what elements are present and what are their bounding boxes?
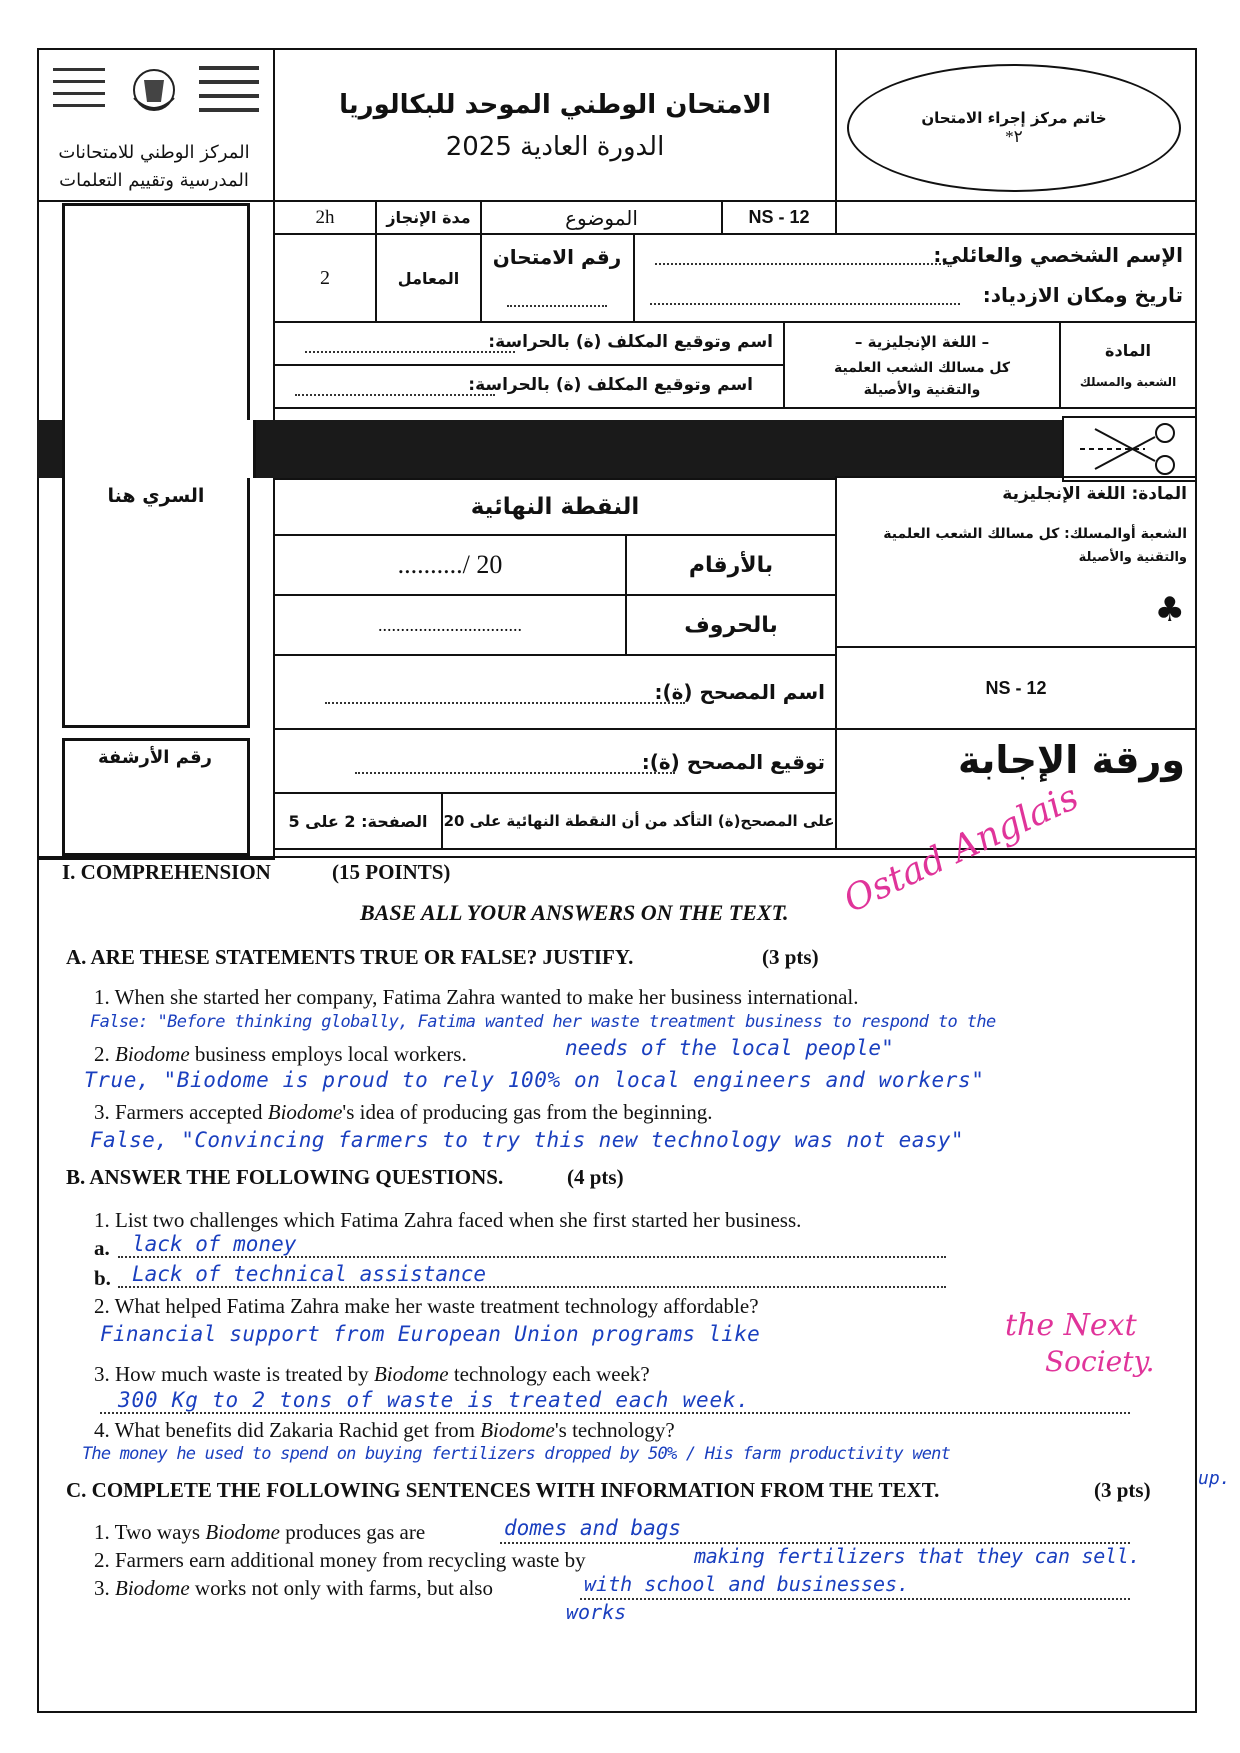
exam-number-field[interactable]: [507, 305, 607, 307]
watermark-text: Ostad Anglais: [837, 776, 1085, 921]
answer-b2-pink-2: Society.: [1045, 1345, 1155, 1378]
ministry-logo-box: [37, 48, 275, 202]
proctor-1-row: [273, 321, 785, 366]
question-b1: 1. List two challenges which Fatima Zahra faced when she first started her business.: [94, 1208, 802, 1232]
subject-box: [783, 321, 1061, 409]
section-b-points: (4 pts): [567, 1165, 624, 1189]
coefficient-value: 2: [273, 233, 377, 323]
answer-a1-line2[interactable]: needs of the local people": [565, 1036, 894, 1060]
answer-c3-extra: works: [566, 1600, 627, 1624]
full-name-label: الإسم الشخصي والعائلي:: [933, 243, 1183, 267]
question-b3-pre: 3. How much waste is treated by: [94, 1362, 369, 1386]
stamp-label: خاتم مركز إجراء الامتحان: [921, 109, 1107, 127]
birth-label: تاريخ ومكان الازدياد:: [982, 283, 1183, 307]
answer-b1b-line: [118, 1286, 946, 1288]
code-repeat: NS - 12: [835, 646, 1197, 730]
answer-b1b-label: b.: [94, 1266, 111, 1290]
section-a-title: A. ARE THESE STATEMENTS TRUE OR FALSE? JUSTIFY.: [66, 945, 634, 969]
answer-b1a[interactable]: lack of money: [132, 1232, 297, 1256]
branch-line1: الشعبة أوالمسلك: كل مسالك الشعب العلمية: [883, 526, 1187, 542]
birth-field[interactable]: [650, 303, 960, 305]
answer-a2[interactable]: True, "Biodome is proud to rely 100% on local engineers and workers": [84, 1068, 985, 1092]
grade-check-note: على المصحح(ة) التأكد من أن النقطة النهائية على 20: [441, 792, 837, 850]
corrector-signature-label: توقيع المصحح (ة):: [641, 750, 825, 774]
answer-c1[interactable]: domes and bags: [504, 1516, 682, 1540]
answer-b4[interactable]: The money he used to spend on buying fertilizers dropped by 50% / His farm productivity went: [82, 1444, 951, 1464]
question-b2: 2. What helped Fatima Zahra make her waste treatment technology affordable?: [94, 1294, 759, 1318]
question-a3-pre: 3. Farmers accepted: [94, 1100, 263, 1124]
answer-a1-line1[interactable]: False: "Before thinking globally, Fatima wanted her waste treatment business to respond to the: [90, 1012, 996, 1032]
exam-title: الامتحان الوطني الموحد للبكالوريا: [339, 90, 771, 120]
corrector-name-field[interactable]: [325, 702, 685, 704]
sentence-c2: 2. Farmers earn additional money from recycling waste by: [94, 1548, 586, 1572]
secret-code-overlay: [62, 420, 256, 478]
answer-c3-line: [580, 1598, 1130, 1600]
question-a2: [94, 1042, 467, 1067]
answer-b1b[interactable]: Lack of technical assistance: [132, 1262, 487, 1286]
page-number: الصفحة: 2 على 5: [273, 792, 443, 850]
answer-c3[interactable]: with school and businesses.: [584, 1572, 910, 1596]
question-a2-rest: business employs local workers.: [194, 1042, 467, 1066]
question-b3-italic: Biodome: [373, 1362, 449, 1386]
proctor-2-field[interactable]: [295, 394, 495, 396]
answer-b2[interactable]: Financial support from European Union programs like: [100, 1322, 761, 1346]
candidate-info-box: [633, 233, 1197, 323]
question-a3-italic: Biodome: [267, 1100, 343, 1124]
question-a3: [94, 1100, 712, 1125]
exam-center-stamp: [847, 64, 1181, 192]
matter-label: المادة: [1105, 341, 1151, 360]
ministry-emblem-icon: [49, 58, 265, 128]
exam-title-box: [273, 48, 837, 202]
sentence-c1-rest: produces gas are: [285, 1520, 426, 1544]
answer-b4-cont: up.: [1198, 1468, 1231, 1489]
answer-sheet-title: ورقة الإجابة: [958, 738, 1185, 782]
matter-info-box: [835, 476, 1197, 648]
corrector-name-row: [273, 654, 837, 730]
duration-label: مدة الإنجاز: [375, 200, 482, 235]
section-b-title: B. ANSWER THE FOLLOWING QUESTIONS.: [66, 1165, 504, 1189]
stamp-box: [835, 48, 1197, 202]
exam-number-box[interactable]: [480, 233, 635, 323]
stamp-mark: *٢: [1005, 127, 1023, 146]
answer-b2-pink-1: the Next: [1005, 1308, 1137, 1343]
archive-number-box[interactable]: [62, 738, 250, 856]
duration-value: 2h: [273, 200, 377, 235]
sticker-instruction: السري هنا: [107, 484, 205, 507]
answer-b1a-label: a.: [94, 1236, 110, 1260]
center-name-line2: المدرسية وتقييم التعلمات: [59, 170, 249, 191]
comprehension-title: I. COMPREHENSION: [62, 860, 271, 884]
answer-b3[interactable]: 300 Kg to 2 tons of waste is treated each week.: [118, 1388, 750, 1412]
exam-number-label: رقم الامتحان: [492, 245, 622, 269]
sentence-c1-italic: Biodome: [205, 1520, 280, 1544]
coefficient-label: المعامل: [375, 233, 482, 323]
subject-label: الموضوع: [480, 200, 723, 235]
section-c-title: C. COMPLETE THE FOLLOWING SENTENCES WITH INFORMATION FROM THE TEXT.: [66, 1478, 940, 1502]
proctor-1-label: اسم وتوقيع المكلف (ة) بالحراسة:: [488, 332, 773, 352]
comprehension-points: (15 POINTS): [332, 860, 451, 884]
sentence-c3-italic: Biodome: [115, 1576, 190, 1600]
comprehension-instruction: BASE ALL YOUR ANSWERS ON THE TEXT.: [360, 900, 789, 925]
full-name-field[interactable]: [655, 263, 945, 265]
section-a-points: (3 pts): [762, 945, 819, 969]
answer-b3-line: [100, 1412, 1130, 1414]
sentence-c1-num: 1. Two ways: [94, 1520, 201, 1544]
answer-b1a-line: [118, 1256, 946, 1258]
matter-box: [1059, 321, 1197, 409]
grade-digits-field[interactable]: ........../ 20: [273, 534, 627, 596]
question-a2-italic: Biodome: [115, 1042, 190, 1066]
archive-label: رقم الأرشفة: [97, 747, 213, 768]
sentence-c3: [94, 1576, 493, 1601]
corrector-signature-field[interactable]: [355, 772, 675, 774]
sentence-c3-rest: works not only with farms, but also: [194, 1576, 493, 1600]
section-c-points: (3 pts): [1094, 1478, 1151, 1502]
exam-session: الدورة العادية 2025: [445, 132, 665, 162]
question-b4: [94, 1418, 675, 1443]
question-b4-pre: 4. What benefits did Zakaria Rachid get from: [94, 1418, 475, 1442]
scissors-icon: [1062, 416, 1197, 482]
branch-line2: والتقنية والأصيلة: [1078, 550, 1187, 565]
answer-a3[interactable]: False, "Convincing farmers to try this new technology was not easy": [90, 1128, 964, 1152]
club-icon: ♣: [1154, 590, 1185, 630]
answer-c2[interactable]: making fertilizers that they can sell.: [694, 1544, 1141, 1568]
question-a2-num: 2.: [94, 1042, 110, 1066]
proctor-1-field[interactable]: [305, 351, 515, 353]
grade-letters-label: بالحروف: [625, 594, 837, 656]
final-grade-label: النقطة النهائية: [273, 478, 837, 536]
center-name-line1: المركز الوطني للامتحانات: [58, 142, 250, 163]
question-a1: 1. When she started her company, Fatima Zahra wanted to make her business international.: [94, 985, 859, 1009]
grade-digits-label: بالأرقام: [625, 534, 837, 596]
question-a3-rest: 's idea of producing gas from the beginning.: [342, 1100, 713, 1124]
question-b3-rest: technology each week?: [453, 1362, 650, 1386]
proctor-2-label: اسم وتوقيع المكلف (ة) بالحراسة:: [468, 375, 753, 395]
corrector-name-label: اسم المصحح (ة):: [654, 680, 825, 704]
sentence-c1: [94, 1520, 425, 1545]
corrector-signature-row: [273, 728, 837, 794]
question-b4-italic: Biodome: [480, 1418, 555, 1442]
subject-tracks: كل مسالك الشعب العلمية والتقنية والأصيلة: [833, 360, 1010, 398]
question-b4-rest: 's technology?: [554, 1418, 675, 1442]
exam-code: NS - 12: [721, 200, 837, 235]
subject-title: – اللغة الإنجليزية –: [854, 333, 990, 351]
grade-letters-field[interactable]: ................................: [273, 594, 627, 656]
question-b3: [94, 1362, 650, 1387]
branch-label: الشعبة والمسلك: [1079, 375, 1177, 389]
proctor-2-row: [273, 364, 785, 409]
sentence-c3-num: 3.: [94, 1576, 110, 1600]
matter-line: المادة: اللغة الإنجليزية: [1002, 484, 1187, 504]
header-divider: [37, 856, 1197, 858]
